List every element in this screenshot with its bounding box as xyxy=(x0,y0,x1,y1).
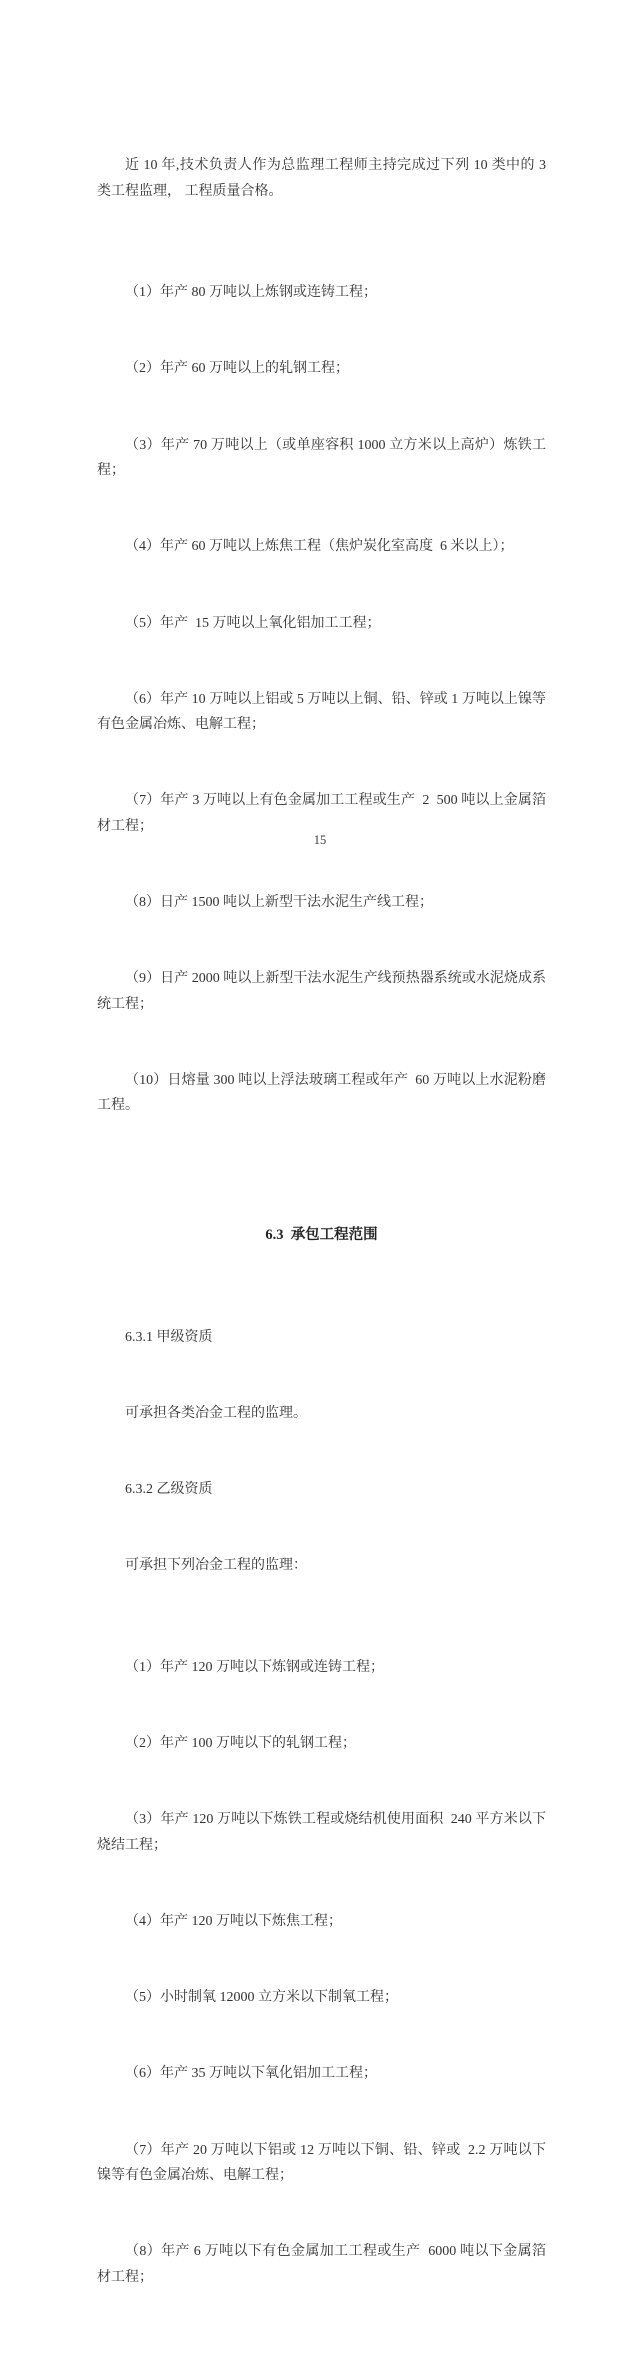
section-heading: 6.3 承包工程范围 xyxy=(265,1226,378,1243)
list-item: （5）小时制氧 12000 立方米以下制氧工程； xyxy=(125,1990,398,2006)
subsection-text: 可承担下列冶金工程的监理： xyxy=(125,1558,307,1574)
list-item: （4）年产 120 万吨以下炼焦工程； xyxy=(125,1913,342,1929)
list-item: （1）年产 80 万吨以上炼钢或连铸工程； xyxy=(125,285,377,301)
intro-paragraph: 近 10 年,技术负责人作为总监理工程师主持完成过下列 10 类中的 3 类工程监理， 工程质量合格。 xyxy=(97,158,550,199)
list-item: （2）年产 100 万吨以下的轧钢工程； xyxy=(125,1736,356,1751)
list-item: （5）年产 15 万吨以上氧化铝加工工程； xyxy=(125,615,381,631)
list-item: （2）年产 60 万吨以上的轧钢工程； xyxy=(125,361,349,377)
list-item: （3）年产 70 万吨以上（或单座容积 1000 立方米以上高炉）炼铁工程； xyxy=(97,437,546,479)
list-item: （10）日熔量 300 吨以上浮法玻璃工程或年产 60 万吨以上水泥粉磨工程。 xyxy=(97,1072,546,1114)
list-item: （7）年产 20 万吨以下铝或 12 万吨以下铜、铅、锌或 2.2 万吨以下镍等有色金属冶炼、电解工程； xyxy=(97,2142,546,2183)
list-item: （6）年产 10 万吨以上铝或 5 万吨以上铜、铅、锌或 1 万吨以上镍等有色金属冶炼、电解工程； xyxy=(97,691,546,733)
list-item: （9）日产 2000 吨以上新型干法水泥生产线预热器系统或水泥烧成系统工程； xyxy=(97,971,546,1012)
list-item: （4）年产 60 万吨以上炼焦工程（焦炉炭化室高度 6 米以上）； xyxy=(125,539,514,555)
document-body xyxy=(97,77,550,2366)
page-number: 15 xyxy=(313,833,327,847)
list-item: （6）年产 35 万吨以下氧化铝加工工程； xyxy=(125,2066,377,2082)
subsection-text: 可承担各类冶金工程的监理。 xyxy=(125,1405,307,1421)
list-item: （3）年产 120 万吨以下炼铁工程或烧结机使用面积 240 平方米以下烧结工程； xyxy=(97,1812,546,1853)
subsection-heading: 6.3.1 甲级资质 xyxy=(125,1329,213,1345)
subsection-heading: 6.3.2 乙级资质 xyxy=(125,1481,213,1497)
list-item: （8）日产 1500 吨以上新型干法水泥生产线工程； xyxy=(125,895,433,910)
list-item: （8）年产 6 万吨以下有色金属加工工程或生产 6000 吨以下金属箔材工程； xyxy=(97,2244,546,2285)
list-item: （1）年产 120 万吨以下炼钢或连铸工程； xyxy=(125,1659,384,1675)
list-item: （7）年产 3 万吨以上有色金属加工工程或生产 2 500 吨以上金属箔材工程； xyxy=(97,793,546,834)
